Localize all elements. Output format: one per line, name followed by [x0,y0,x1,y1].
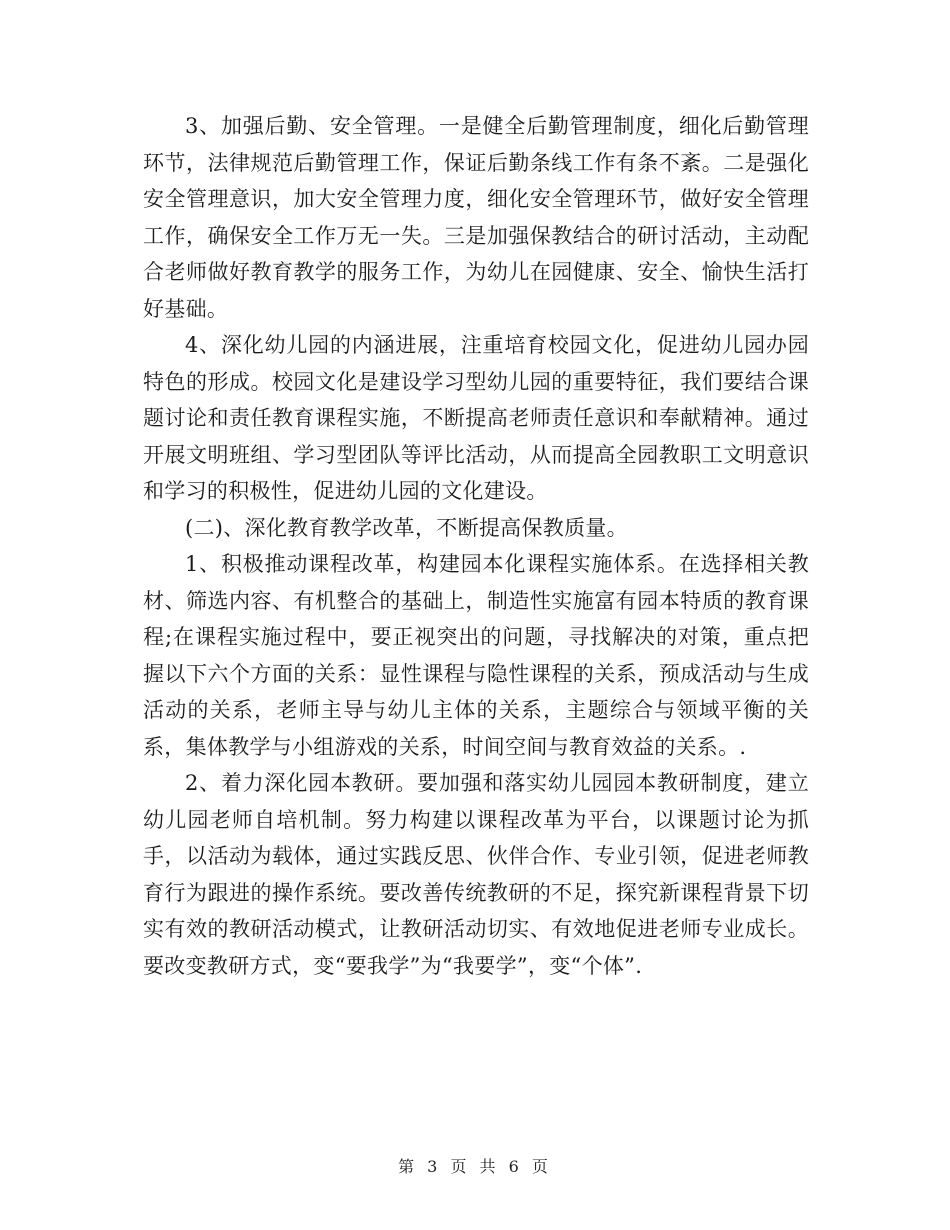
paragraph-campus-culture: 4、深化幼儿园的内涵进展，注重培育校园文化，促进幼儿园办园特色的形成。校园文化是建设学习型幼儿园的重要特征，我们要结合课题讨论和责任教育课程实施，不断提高老师责任意识和奉献精神。通过开展文明班组、学习型团队等评比活动，从而提高全园教职工文明意识和学习的积极性，促进幼儿园的文化建设。 [143,333,809,503]
paragraph-teaching-research: 2、着力深化园本教研。要加强和落实幼儿园园本教研制度，建立幼儿园老师自培机制。努力构建以课程改革为平台，以课题讨论为抓手，以活动为载体，通过实践反思、伙伴合作、专业引领，促进老师教育行为跟进的操作系统。要改善传统教研的不足，探究新课程背景下切实有效的教研活动模式，让教研活动切实、有效地促进老师专业成长。要改变教研方式，变“要我学”为“我要学”，变“个体”. [143,771,809,978]
paragraph-logistics-safety: 3、加强后勤、安全管理。一是健全后勤管理制度，细化后勤管理环节，法律规范后勤管理工作，保证后勤条线工作有条不紊。二是强化安全管理意识，加大安全管理力度，细化安全管理环节，做好安全管理工作，确保安全工作万无一失。三是加强保教结合的研讨活动，主动配合老师做好教育教学的服务工作，为幼儿在园健康、安全、愉快生活打好基础。 [143,114,809,321]
paragraph-curriculum-reform: 1、积极推动课程改革，构建园本化课程实施体系。在选择相关教材、筛选内容、有机整合的基础上，制造性实施富有园本特质的教育课程;在课程实施过程中，要正视突出的问题，寻找解决的对策，重点把握以下六个方面的关系：显性课程与隐性课程的关系，预成活动与生成活动的关系，老师主导与幼儿主体的关系，主题综合与领域平衡的关系，集体教学与小组游戏的关系，时间空间与教育效益的关系。. [143,552,809,759]
page-number-footer: 第 3 页 共 6 页 [398,1157,552,1176]
section-heading: (二)、深化教育教学改革，不断提高保教质量。 [185,515,628,540]
document-body [143,108,809,984]
